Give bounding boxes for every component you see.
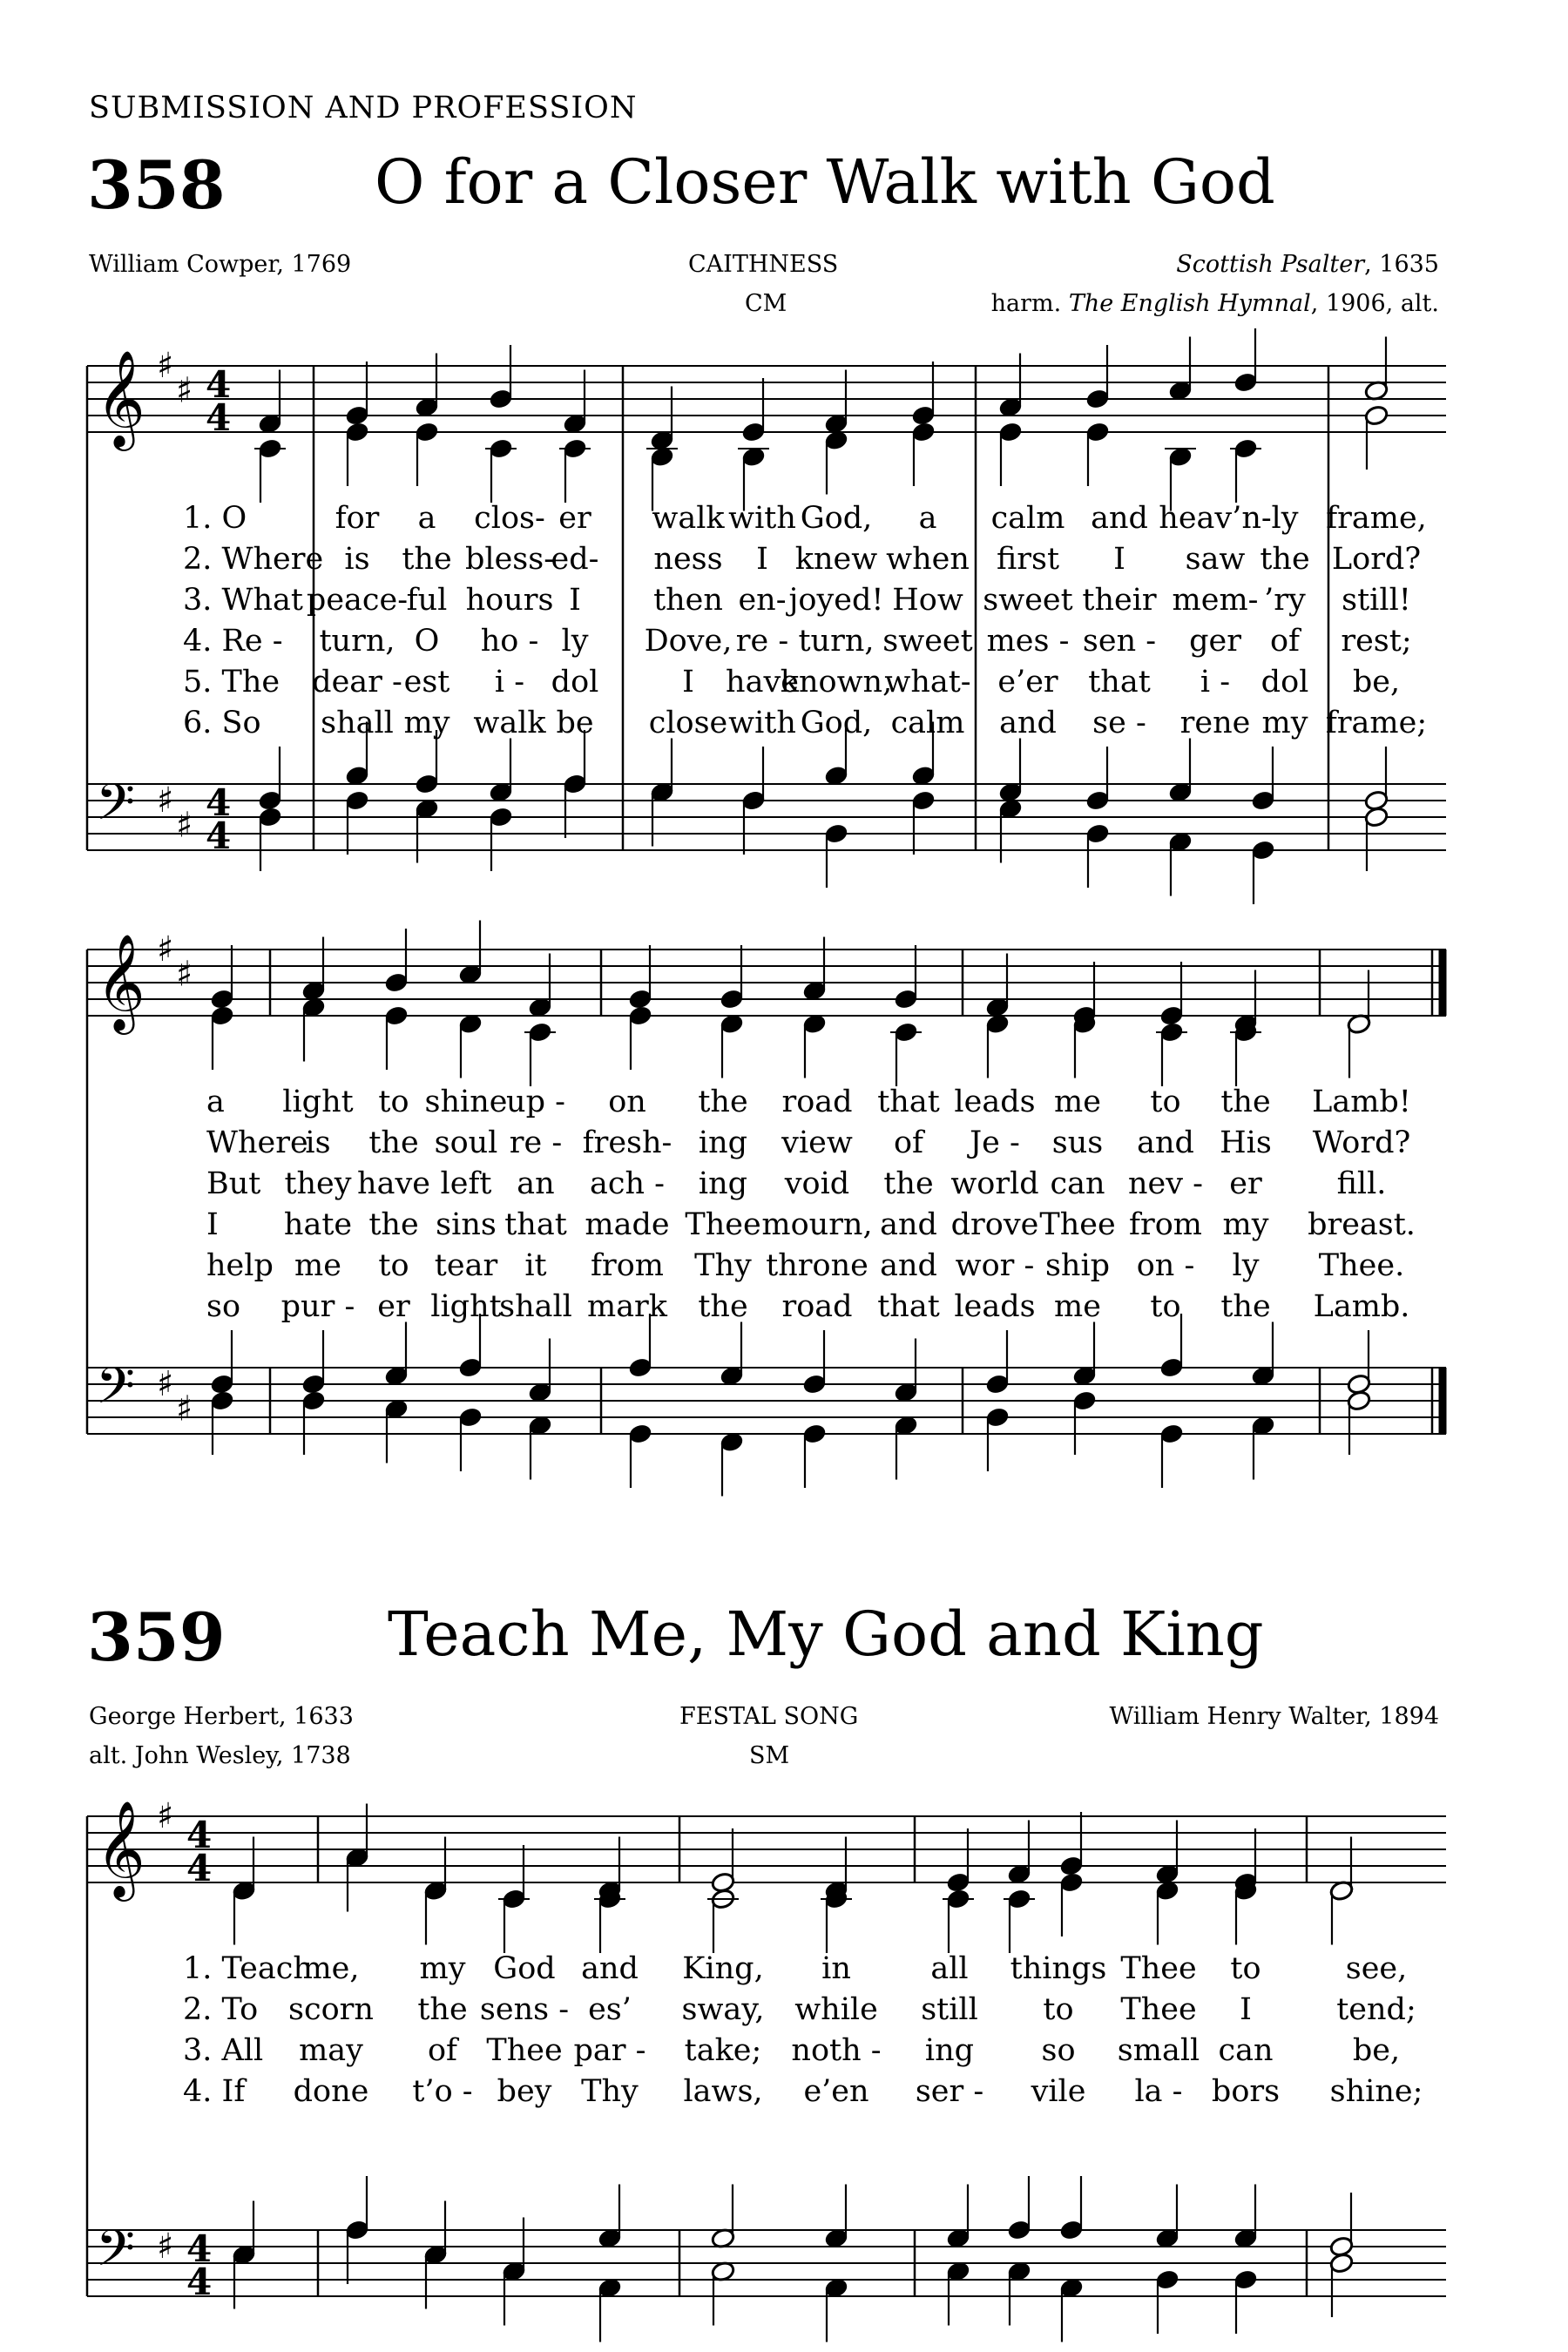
lyric-syllable: me xyxy=(1054,1289,1101,1324)
lyric-syllable: ’ry xyxy=(1264,583,1306,618)
lyric-syllable: mes - xyxy=(986,624,1070,659)
lyric-syllable: Dove, xyxy=(644,624,733,659)
hymn-number-358: 358 xyxy=(87,146,226,224)
lyric-syllable: rene xyxy=(1179,706,1251,740)
composer-359: William Henry Walter, 1894 xyxy=(1109,1703,1439,1730)
lyric-syllable: in xyxy=(821,1951,851,1986)
lyric-syllable: ly xyxy=(1232,1248,1260,1283)
lyric-syllable: made xyxy=(585,1207,670,1242)
lyric-syllable: turn, xyxy=(319,624,395,659)
lyric-syllable: take; xyxy=(684,2033,762,2068)
lyric-syllable: fill. xyxy=(1336,1166,1387,1201)
lyric-syllable: wor - xyxy=(955,1248,1035,1283)
lyric-syllable: close xyxy=(648,706,728,740)
lyric-syllable: se - xyxy=(1092,706,1146,740)
lyric-syllable: my xyxy=(419,1951,466,1986)
lyric-syllable: re - xyxy=(509,1125,563,1160)
lyric-syllable: tend; xyxy=(1336,1992,1416,2027)
lyric-syllable: ser - xyxy=(915,2074,984,2109)
lyric-syllable: the xyxy=(1220,1289,1271,1324)
treble-359-1-clef: 𝄞 xyxy=(96,1800,145,1897)
lyric-syllable: when xyxy=(886,542,970,577)
bass-358-2-sharp: ♯ xyxy=(176,1389,193,1429)
lyric-syllable: is xyxy=(344,542,370,577)
lyric-syllable: vile xyxy=(1031,2074,1086,2109)
hymn358-system2-verse-1 xyxy=(0,1085,1568,1123)
lyric-syllable: Thy xyxy=(694,1248,752,1283)
lyric-syllable: be, xyxy=(1352,665,1401,700)
lyric-syllable: the xyxy=(1260,542,1310,577)
bass-358-1-sharp: ♯ xyxy=(176,805,193,846)
lyric-syllable: that xyxy=(877,1289,940,1324)
lyric-syllable: have xyxy=(726,665,799,700)
lyric-syllable: ed- xyxy=(551,542,599,577)
lyric-syllable: en- xyxy=(738,583,787,618)
lyric-syllable: ing xyxy=(698,1125,748,1160)
lyric-syllable: on - xyxy=(1136,1248,1195,1283)
bass-359-1-sharp: ♯ xyxy=(157,2227,174,2267)
lyric-syllable: shall xyxy=(321,706,394,740)
treble-359-1-time-bottom: 4 xyxy=(186,1847,213,1889)
lyric-syllable: to xyxy=(1230,1951,1261,1986)
section-heading: SUBMISSION AND PROFESSION xyxy=(89,91,638,125)
treble-358-1-sharp: ♯ xyxy=(157,346,174,386)
hymn358-system2-verse-4 xyxy=(0,1207,1568,1246)
lyric-syllable: ing xyxy=(698,1166,748,1201)
meter-359: SM xyxy=(749,1742,790,1769)
lyric-syllable: walk xyxy=(652,501,725,536)
lyric-syllable: me xyxy=(294,1248,341,1283)
lyric-syllable: laws, xyxy=(683,2074,763,2109)
lyric-syllable: e’er xyxy=(997,665,1058,700)
lyric-syllable: fresh- xyxy=(582,1125,672,1160)
tune-source-title: Scottish Psalter xyxy=(1176,251,1365,278)
treble-358-2-sharp: ♯ xyxy=(176,954,193,995)
lyric-syllable: then xyxy=(653,583,723,618)
lyric-syllable: sweet xyxy=(882,624,973,659)
lyric-syllable: ness xyxy=(653,542,723,577)
lyric-syllable: His xyxy=(1220,1125,1272,1160)
bass-358-1-time-top: 4 xyxy=(206,781,232,824)
lyric-syllable: walk xyxy=(473,706,546,740)
hymn359-system1-verse-3 xyxy=(0,2033,1568,2072)
lyric-syllable: void xyxy=(784,1166,850,1201)
lyric-syllable: ship xyxy=(1044,1248,1111,1283)
hymn358-system1-verse-5 xyxy=(0,665,1568,703)
lyric-syllable: God, xyxy=(800,706,873,740)
lyric-syllable: I xyxy=(756,542,768,577)
lyric-syllable: ger xyxy=(1189,624,1241,659)
author-alt-359: alt. John Wesley, 1738 xyxy=(89,1742,351,1769)
lyric-syllable: sins xyxy=(436,1207,497,1242)
lyric-syllable: sus xyxy=(1051,1125,1104,1160)
lyric-syllable: help xyxy=(206,1248,274,1283)
lyric-syllable: 3. What xyxy=(183,583,303,618)
lyric-syllable: bors xyxy=(1211,2074,1281,2109)
lyric-syllable: world xyxy=(950,1166,1039,1201)
lyric-syllable: hours xyxy=(465,583,554,618)
lyric-syllable: bless- xyxy=(464,542,555,577)
lyric-syllable: Lamb. xyxy=(1313,1289,1410,1324)
lyric-syllable: so xyxy=(206,1289,241,1324)
lyric-syllable: heav’n- xyxy=(1159,501,1272,536)
lyric-syllable: frame; xyxy=(1325,706,1428,740)
lyric-syllable: mourn, xyxy=(761,1207,873,1242)
lyric-syllable: mark xyxy=(587,1289,667,1324)
lyric-syllable: their xyxy=(1082,583,1157,618)
lyric-syllable: knew xyxy=(794,542,878,577)
tune-name-359: FESTAL SONG xyxy=(679,1703,859,1730)
lyric-syllable: Thy xyxy=(581,2074,639,2109)
lyric-syllable: first xyxy=(996,542,1060,577)
lyric-syllable: dear - xyxy=(312,665,402,700)
lyric-syllable: light xyxy=(430,1289,502,1324)
bass-358-2-clef: 𝄢 xyxy=(96,1356,136,1428)
lyric-syllable: the xyxy=(1220,1085,1271,1119)
lyric-syllable: I xyxy=(569,583,581,618)
lyric-syllable: that xyxy=(1088,665,1151,700)
lyric-syllable: the xyxy=(402,542,452,577)
lyric-syllable: God, xyxy=(800,501,873,536)
hymn358-system1-verse-6 xyxy=(0,706,1568,744)
tune-name-358: CAITHNESS xyxy=(688,251,839,278)
treble-358-1-sharp: ♯ xyxy=(176,370,193,411)
bass-359-1-clef: 𝄢 xyxy=(96,2219,136,2290)
lyric-syllable: shine xyxy=(424,1085,508,1119)
hymn359-system1-verse-4 xyxy=(0,2074,1568,2112)
author-358: William Cowper, 1769 xyxy=(89,251,352,278)
lyric-syllable: the xyxy=(368,1207,419,1242)
lyric-syllable: I xyxy=(206,1207,219,1242)
tune-source-year: , 1635 xyxy=(1364,251,1439,278)
lyric-syllable: still xyxy=(921,1992,978,2027)
lyric-syllable: have xyxy=(357,1166,430,1201)
lyric-syllable: saw xyxy=(1185,542,1246,577)
lyric-syllable: my xyxy=(1261,706,1308,740)
lyric-syllable: can xyxy=(1050,1166,1105,1201)
lyric-syllable: of xyxy=(1269,624,1301,659)
lyric-syllable: er xyxy=(558,501,591,536)
lyric-syllable: turn, xyxy=(798,624,875,659)
lyric-syllable: shall xyxy=(499,1289,572,1324)
lyric-syllable: ful xyxy=(406,583,448,618)
hymn-title-359: Teach Me, My God and King xyxy=(388,1598,1264,1670)
lyric-syllable: sens - xyxy=(479,1992,570,2027)
lyric-syllable: 2. To xyxy=(183,1992,259,2027)
lyric-syllable: 4. If xyxy=(183,2074,246,2109)
lyric-syllable: small xyxy=(1117,2033,1200,2068)
lyric-syllable: for xyxy=(335,501,380,536)
lyric-syllable: soul xyxy=(434,1125,498,1160)
lyric-syllable: sen - xyxy=(1082,624,1157,659)
lyric-syllable: drove xyxy=(950,1207,1039,1242)
lyric-syllable: they xyxy=(284,1166,352,1201)
lyric-syllable: Je - xyxy=(970,1125,1020,1160)
lyric-syllable: rest; xyxy=(1341,624,1412,659)
lyric-syllable: ly xyxy=(1271,501,1299,536)
lyric-syllable: bey xyxy=(497,2074,552,2109)
lyric-syllable: How xyxy=(892,583,963,618)
lyric-syllable: be xyxy=(556,706,594,740)
lyric-syllable: breast. xyxy=(1308,1207,1416,1242)
bass-359-1-time-top: 4 xyxy=(186,2227,213,2270)
lyric-syllable: er xyxy=(1229,1166,1262,1201)
lyric-syllable: noth - xyxy=(791,2033,882,2068)
bass-359-1-time-bottom: 4 xyxy=(186,2261,213,2303)
lyric-syllable: the xyxy=(368,1125,419,1160)
lyric-syllable: and xyxy=(581,1951,639,1986)
lyric-syllable: the xyxy=(883,1166,934,1201)
lyric-syllable: i - xyxy=(1200,665,1231,700)
lyric-syllable: that xyxy=(504,1207,567,1242)
lyric-syllable: mem- xyxy=(1172,583,1259,618)
lyric-syllable: dol xyxy=(1260,665,1309,700)
lyric-syllable: done xyxy=(293,2074,369,2109)
lyric-syllable: so xyxy=(1041,2033,1076,2068)
lyric-syllable: Thee xyxy=(1120,1992,1197,2027)
lyric-syllable: a xyxy=(918,501,937,536)
lyric-syllable: leads xyxy=(954,1085,1036,1119)
lyric-syllable: me, xyxy=(302,1951,360,1986)
meter-358: CM xyxy=(745,290,787,317)
lyric-syllable: er xyxy=(377,1289,410,1324)
lyric-syllable: road xyxy=(781,1289,853,1324)
lyric-syllable: can xyxy=(1218,2033,1274,2068)
lyric-syllable: 2. Where xyxy=(183,542,324,577)
lyric-syllable: with xyxy=(728,501,796,536)
lyric-syllable: known, xyxy=(780,665,893,700)
harm-suffix: , 1906, alt. xyxy=(1310,290,1439,317)
lyric-syllable: la - xyxy=(1134,2074,1183,2109)
lyric-syllable: Where xyxy=(206,1125,308,1160)
lyric-syllable: to xyxy=(1043,1992,1074,2027)
lyric-syllable: dol xyxy=(551,665,599,700)
treble-358-1-time-top: 4 xyxy=(206,363,232,406)
lyric-syllable: clos- xyxy=(474,501,545,536)
lyric-syllable: to xyxy=(1150,1289,1181,1324)
lyric-syllable: es’ xyxy=(588,1992,632,2027)
lyric-syllable: shine; xyxy=(1329,2074,1423,2109)
lyric-syllable: while xyxy=(794,1992,878,2027)
bass-358-1-sharp: ♯ xyxy=(157,781,174,821)
lyric-syllable: Thee xyxy=(486,2033,563,2068)
lyric-syllable: of xyxy=(893,1125,924,1160)
hymn359-system1-verse-2 xyxy=(0,1992,1568,2031)
treble-358-1-time-bottom: 4 xyxy=(206,396,232,439)
harm-title: The English Hymnal xyxy=(1068,290,1311,317)
hymn358-system1-verse-3 xyxy=(0,583,1568,621)
lyric-syllable: road xyxy=(781,1085,853,1119)
lyric-syllable: and xyxy=(999,706,1057,740)
lyric-syllable: Lamb! xyxy=(1312,1085,1411,1119)
lyric-syllable: 1. Teach xyxy=(183,1951,313,1986)
lyric-syllable: my xyxy=(1222,1207,1269,1242)
lyric-syllable: calm xyxy=(890,706,965,740)
author-359: George Herbert, 1633 xyxy=(89,1703,354,1730)
lyric-syllable: But xyxy=(206,1166,261,1201)
bass-358-1-clef: 𝄢 xyxy=(96,773,136,844)
lyric-syllable: e’en xyxy=(803,2074,869,2109)
lyric-syllable: par - xyxy=(573,2033,646,2068)
lyric-syllable: nev - xyxy=(1128,1166,1203,1201)
lyric-syllable: from xyxy=(591,1248,664,1283)
bass-358-2-sharp: ♯ xyxy=(157,1364,174,1404)
lyric-syllable: calm xyxy=(990,501,1065,536)
lyric-syllable: t’o - xyxy=(412,2074,473,2109)
lyric-syllable: 1. O xyxy=(183,501,247,536)
lyric-syllable: of xyxy=(427,2033,458,2068)
lyric-syllable: frame, xyxy=(1326,501,1427,536)
lyric-syllable: the xyxy=(417,1992,468,2027)
lyric-syllable: hate xyxy=(283,1207,353,1242)
lyric-syllable: is xyxy=(305,1125,331,1160)
lyric-syllable: O xyxy=(414,624,440,659)
lyric-syllable: ho - xyxy=(480,624,539,659)
lyric-syllable: up - xyxy=(506,1085,565,1119)
hymn358-system1-verse-2 xyxy=(0,542,1568,580)
lyric-syllable: and xyxy=(1137,1125,1194,1160)
lyric-syllable: Thee xyxy=(1039,1207,1116,1242)
hymn-number-359: 359 xyxy=(87,1598,226,1676)
lyric-syllable: from xyxy=(1129,1207,1202,1242)
lyric-syllable: be, xyxy=(1352,2033,1401,2068)
lyric-syllable: Thee. xyxy=(1318,1248,1405,1283)
treble-358-1-clef: 𝄞 xyxy=(96,349,145,447)
lyric-syllable: that xyxy=(877,1085,940,1119)
lyric-syllable: my xyxy=(403,706,450,740)
lyric-syllable: tear xyxy=(434,1248,498,1283)
lyric-syllable: and xyxy=(1091,501,1148,536)
lyric-syllable: I xyxy=(1113,542,1125,577)
lyric-syllable: 5. The xyxy=(183,665,280,700)
lyric-syllable: it xyxy=(524,1248,547,1283)
lyric-syllable: ing xyxy=(924,2033,975,2068)
lyric-syllable: I xyxy=(682,665,694,700)
lyric-syllable: to xyxy=(378,1085,409,1119)
lyric-syllable: still! xyxy=(1342,583,1411,618)
hymn358-system1-verse-4 xyxy=(0,624,1568,662)
lyric-syllable: see, xyxy=(1345,1951,1408,1986)
hymn359-system1-verse-1 xyxy=(0,1951,1568,1990)
lyric-syllable: Word? xyxy=(1312,1125,1411,1160)
lyric-syllable: I xyxy=(1240,1992,1252,2027)
lyric-syllable: me xyxy=(1054,1085,1101,1119)
lyric-syllable: King, xyxy=(682,1951,764,1986)
lyric-syllable: re - xyxy=(735,624,789,659)
lyric-syllable: scorn xyxy=(288,1992,374,2027)
bass-358-1-time-bottom: 4 xyxy=(206,814,232,857)
hymn358-system2-verse-3 xyxy=(0,1166,1568,1205)
lyric-syllable: peace- xyxy=(306,583,409,618)
harm-prefix: harm. xyxy=(990,290,1069,317)
hymn-title-358: O for a Closer Walk with God xyxy=(375,146,1275,218)
lyric-syllable: 6. So xyxy=(183,706,261,740)
lyric-syllable: may xyxy=(299,2033,363,2068)
lyric-syllable: a xyxy=(206,1085,225,1119)
hymn358-system2-verse-2 xyxy=(0,1125,1568,1164)
lyric-syllable: on xyxy=(608,1085,646,1119)
lyric-syllable: what- xyxy=(884,665,971,700)
lyric-syllable: pur - xyxy=(280,1289,355,1324)
treble-359-1-sharp: ♯ xyxy=(157,1796,174,1836)
lyric-syllable: ach - xyxy=(590,1166,665,1201)
lyric-syllable: a xyxy=(417,501,436,536)
treble-359-1-time-top: 4 xyxy=(186,1814,213,1856)
lyric-syllable: an xyxy=(517,1166,555,1201)
lyric-syllable: the xyxy=(698,1085,748,1119)
lyric-syllable: left xyxy=(440,1166,492,1201)
lyric-syllable: Lord? xyxy=(1331,542,1422,577)
lyric-syllable: and xyxy=(880,1248,937,1283)
hymn358-system1-verse-1 xyxy=(0,501,1568,539)
lyric-syllable: the xyxy=(698,1289,748,1324)
lyric-syllable: 3. All xyxy=(183,2033,264,2068)
lyric-syllable: Thee xyxy=(685,1207,761,1242)
lyric-syllable: all xyxy=(930,1951,969,1986)
lyric-syllable: to xyxy=(1150,1085,1181,1119)
lyric-syllable: throne xyxy=(766,1248,868,1283)
treble-358-2-clef: 𝄞 xyxy=(96,933,145,1031)
lyric-syllable: leads xyxy=(954,1289,1036,1324)
lyric-syllable: sweet xyxy=(983,583,1073,618)
lyric-syllable: to xyxy=(378,1248,409,1283)
hymn358-system2-verse-5 xyxy=(0,1248,1568,1287)
lyric-syllable: view xyxy=(781,1125,853,1160)
lyric-syllable: joyed! xyxy=(788,583,884,618)
lyric-syllable: and xyxy=(880,1207,937,1242)
treble-358-2-sharp: ♯ xyxy=(157,929,174,970)
lyric-syllable: i - xyxy=(494,665,525,700)
lyric-syllable: est xyxy=(403,665,450,700)
lyric-syllable: with xyxy=(728,706,796,740)
lyric-syllable: light xyxy=(282,1085,354,1119)
lyric-syllable: Thee xyxy=(1120,1951,1197,1986)
lyric-syllable: ly xyxy=(561,624,589,659)
lyric-syllable: sway, xyxy=(681,1992,765,2027)
hymn358-system2-verse-6 xyxy=(0,1289,1568,1328)
lyric-syllable: God xyxy=(493,1951,556,1986)
lyric-syllable: 4. Re - xyxy=(183,624,283,659)
lyric-syllable: things xyxy=(1010,1951,1107,1986)
